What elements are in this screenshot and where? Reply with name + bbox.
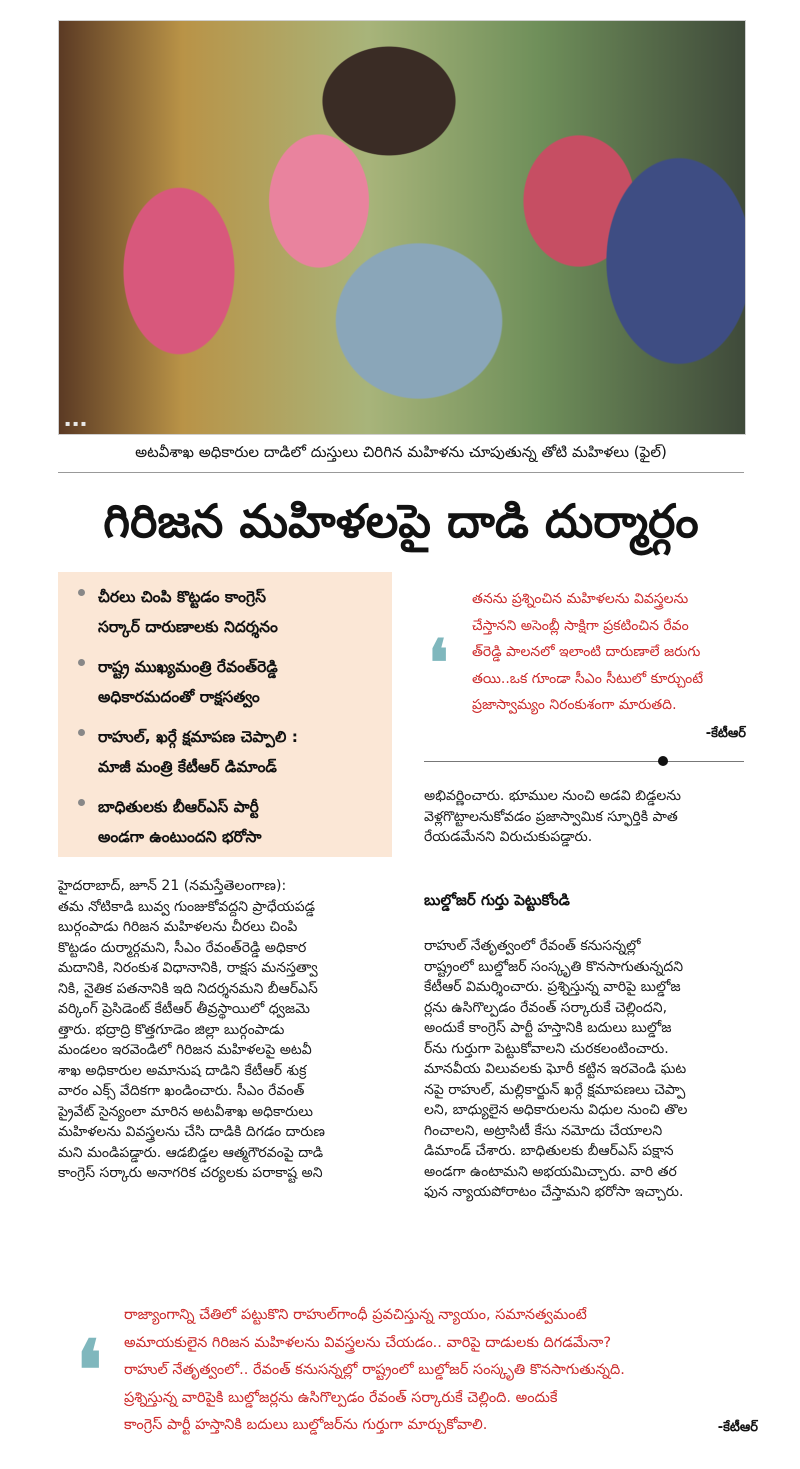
- pull-quote-text: [472, 586, 750, 719]
- quote-line: త్‌రెడ్డి పాలనలో ఇలాంటి దారుణాలే జరుగు: [472, 644, 701, 660]
- body-line: రేయడమేనని విరుచుకుపడ్డారు.: [424, 829, 593, 845]
- body-line: వారం ఎక్స్ వేదికగా ఖండించారు. సీఎం రేవంత్: [58, 1083, 305, 1099]
- subheading: బుల్డోజర్ గుర్తు పెట్టుకోండి: [424, 891, 570, 909]
- body-line: ప్రైవేట్ సైన్యంలా మారిన అటవీశాఖ అధికారులు: [58, 1103, 314, 1120]
- pull-quote-text: [124, 1302, 758, 1440]
- body-line: అందుకే కాంగ్రెస్ పార్టీ హస్తానికి బదులు బుల్డోజ: [424, 1020, 672, 1036]
- news-photo: [58, 20, 746, 435]
- highlight-line: అండగా ఉంటుందని భరోసా: [98, 828, 262, 846]
- body-line: రాహుల్ నేతృత్వంలో రేవంత్ కనుసన్నల్లో: [424, 938, 641, 954]
- body-line: హైదరాబాద్, జూన్ 21 (నమస్తేతెలంగాణ):: [58, 878, 287, 894]
- pull-quote-bottom: [58, 1302, 758, 1452]
- quote-line: రాహుల్ నేతృత్వంలో.. రేవంత్ కనుసన్నల్లో రాష్ట్రంలో బుల్డోజర్ సంస్కృతి కొనసాగుతున్నది.: [124, 1362, 625, 1378]
- body-line: వెళ్లగొట్టాలనుకోవడం ప్రజాస్వామిక స్ఫూర్తికి పాత: [424, 808, 678, 825]
- body-line: శాఖ అధికారుల అమానుష దాడిని కేటీఆర్ శుక్ర: [58, 1062, 307, 1079]
- highlights-box: [58, 572, 392, 857]
- highlight-item: [76, 582, 380, 642]
- photo-caption: అటవీశాఖ అధికారుల దాడిలో దుస్తులు చిరిగిన మహిళను చూపుతున్న తోటి మహిళలు (ఫైల్): [135, 443, 667, 461]
- body-line: మహిళలను వివస్త్రలను చేసి దాడికి దిగడం దారుణ: [58, 1124, 325, 1140]
- highlight-line: రాష్ట్ర ముఖ్యమంత్రి రేవంత్‌రెడ్డి: [98, 658, 278, 676]
- quote-mark-icon: ❛: [76, 1323, 103, 1419]
- body-line: బుర్గంపాడు గిరిజన మహిళలను చీరలు చింపి: [58, 919, 298, 935]
- bullet-icon: [78, 729, 85, 736]
- body-line: వర్కింగ్ ప్రెసిడెంట్ కేటీఆర్ తీవ్రస్థాయిలో ధ్వజమె: [58, 1001, 310, 1017]
- bullet-icon: [78, 799, 85, 806]
- body-line: కాంగ్రెస్ సర్కారు అనాగరిక చర్యలకు పరాకాష్ట అని: [58, 1165, 323, 1181]
- pull-quote-attribution: -కేటీఆర్: [705, 726, 746, 741]
- headline: గిరిజన మహిళలపై దాడి దుర్మార్గం: [103, 494, 699, 548]
- body-line: రాష్ట్రంలో బుల్డోజర్ సంస్కృతి కొనసాగుతున్నదని: [424, 958, 684, 975]
- body-line: గించాలని, అట్రాసిటీ కేసు నమోదు చేయాలని: [424, 1122, 663, 1139]
- body-line: లని, బాధ్యులైన అధికారులను విధుల నుంచి తొల: [424, 1102, 688, 1118]
- divider-dot: [658, 756, 668, 766]
- quote-line: ప్రశ్నిస్తున్న వారిపైకి బుల్డోజర్లను ఉసిగొల్పడం రేవంత్ సర్కారుకే చెల్లింది. అందుకే: [124, 1389, 558, 1406]
- highlight-line: సర్కార్ దారుణాలకు నిదర్శనం: [98, 618, 278, 636]
- body-line: అండగా ఉంటామని అభయమిచ్చారు. వారి తర: [424, 1163, 677, 1180]
- body-line: తమ నోటికాడి బువ్వ గుంజుకోవద్దని ప్రాధేయపడ్డ: [58, 898, 316, 915]
- bullet-icon: [78, 589, 85, 596]
- body-line: మదానికి, నిరంకుశ విధానానికి, రాక్షస మనస్తత్వా: [58, 960, 318, 976]
- highlight-line: చీరలు చింపి కొట్టడం కాంగ్రెస్: [98, 588, 266, 606]
- quote-line: అమాయకులైన గిరిజన మహిళలను వివస్త్రలను చేయడం.. వారిపై దాడులకు దిగడమేనా?: [124, 1334, 612, 1351]
- body-left-column: [58, 876, 402, 1184]
- pull-quote-top: [416, 586, 746, 746]
- highlight-item: [76, 722, 380, 782]
- quote-line: తయి..ఒక గూండా సీఎం సీటులో కూర్చుంటే: [472, 670, 704, 687]
- quote-line: తనను ప్రశ్నించిన మహిళలను వివస్త్రలను: [472, 591, 689, 607]
- body-line: ర్లను ఉసిగొల్పడం రేవంత్ సర్కారుకే చెల్లిందని,: [424, 999, 668, 1016]
- body-line: కేటీఆర్ విమర్శించారు. ప్రశ్నిస్తున్న వారిపై బుల్డోజ: [424, 979, 681, 995]
- highlight-line: అధికారమదంతో రాక్షసత్వం: [98, 688, 260, 706]
- body-line: మండలం ఇరవెండిలో గిరిజన మహిళలపై అటవీ: [58, 1042, 312, 1058]
- section-divider: [424, 761, 744, 762]
- body-line: డిమాండ్ చేశారు. బాధితులకు బీఆర్‌ఎస్ పక్షాన: [424, 1143, 674, 1159]
- quote-line: ప్రజాస్వామ్యం నిరంకుశంగా మారుతది.: [472, 697, 677, 713]
- caption-divider: [58, 472, 744, 473]
- body-line: ఫున న్యాయపోరాటం చేస్తామని భరోసా ఇచ్చారు.: [424, 1184, 684, 1200]
- body-line: ర్‌ను గుర్తుగా పెట్టుకోవాలని చురకలంటించారు.: [424, 1040, 669, 1057]
- photo-credit-mark: ▪ ▪ ▪: [65, 419, 87, 428]
- body-right-bottom: [424, 936, 744, 1203]
- highlight-line: బాధితులకు బీఆర్‌ఎస్ పార్టీ: [98, 798, 259, 816]
- body-line: మానవీయ విలువలకు ఘోరీ కట్టిన ఇరవెండి ఘట: [424, 1061, 687, 1077]
- body-line: మని మండిపడ్డారు. ఆడబిడ్డల ఆత్మగౌరవంపై దాడి: [58, 1144, 324, 1161]
- highlight-item: [76, 652, 380, 712]
- highlight-line: మాజీ మంత్రి కేటీఆర్ డిమాండ్: [98, 758, 277, 776]
- body-line: త్తారు. భద్రాద్రి కొత్తగూడెం జిల్లా బుర్గంపాడు: [58, 1021, 285, 1038]
- quote-line: చేస్తానని అసెంబ్లీ సాక్షిగా ప్రకటించిన రేవం: [472, 617, 689, 634]
- pull-quote-attribution: -కేటీఆర్: [717, 1420, 758, 1435]
- body-line: అభివర్ణించారు. భూముల నుంచి అడవి బిడ్డలను: [424, 788, 681, 804]
- body-line: నపై రాహుల్, మల్లికార్జున్ ఖర్గే క్షమాపణలు చెప్పా: [424, 1081, 686, 1098]
- highlight-line: రాహుల్, ఖర్గే క్షమాపణ చెప్పాలి :: [98, 728, 298, 746]
- body-right-top: [424, 786, 744, 848]
- body-line: నికి, నైతిక పతనానికి ఇది నిదర్శనమని బీఆర్‌ఎస్: [58, 980, 318, 997]
- body-line: కొట్టడం దుర్మార్గమని, సీఎం రేవంత్‌రెడ్డి అధికార: [58, 939, 307, 956]
- quote-mark-icon: ❛: [428, 626, 449, 701]
- quote-line: రాజ్యాంగాన్ని చేతిలో పట్టుకొని రాహుల్‌గాంధీ ప్రవచిస్తున్న న్యాయం, సమానత్వమంటే: [124, 1307, 587, 1323]
- bullet-icon: [78, 659, 85, 666]
- quote-line: కాంగ్రెస్ పార్టీ హస్తానికి బదులు బుల్డోజర్‌ను గుర్తుగా మార్చుకోవాలి.: [124, 1417, 488, 1433]
- highlight-item: [76, 792, 380, 852]
